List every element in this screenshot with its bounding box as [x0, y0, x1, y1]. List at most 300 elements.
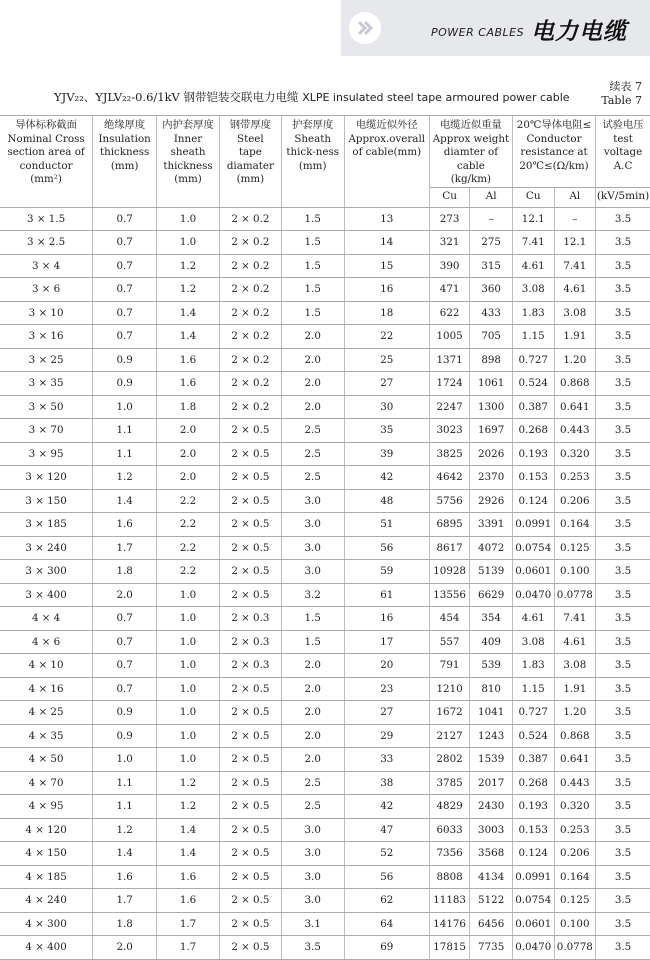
cell-sheath: 2.5	[281, 442, 344, 466]
cell-inner-sheath: 2.2	[157, 513, 220, 537]
cell-resistance-cu: 0.0754	[512, 536, 554, 560]
cell-weight-al: 1697	[470, 419, 513, 443]
cell-test-voltage: 3.5	[596, 818, 650, 842]
cell-insulation: 0.9	[93, 724, 157, 748]
cell-weight-cu: 2127	[429, 724, 469, 748]
cell-sheath: 3.0	[281, 536, 344, 560]
cell-weight-cu: 390	[429, 254, 469, 278]
cell-insulation: 2.0	[93, 583, 157, 607]
cell-weight-cu: 14176	[429, 912, 469, 936]
cell-resistance-al: 0.868	[554, 724, 596, 748]
cell-weight-al: 433	[470, 301, 513, 325]
cell-resistance-al: 0.443	[554, 771, 596, 795]
cell-cross-section: 4 × 70	[0, 771, 93, 795]
cell-weight-cu: 1210	[429, 677, 469, 701]
cell-insulation: 0.7	[93, 607, 157, 631]
table-row	[0, 818, 650, 842]
cell-steel-tape: 2 × 0.5	[219, 489, 281, 513]
cell-test-voltage: 3.5	[596, 842, 650, 866]
cell-test-voltage: 3.5	[596, 325, 650, 349]
cell-resistance-cu: 0.0754	[512, 889, 554, 913]
cell-cross-section: 3 × 1.5	[0, 207, 93, 231]
cell-inner-sheath: 1.4	[157, 301, 220, 325]
cell-cross-section: 4 × 400	[0, 936, 93, 960]
cell-insulation: 1.7	[93, 536, 157, 560]
cell-sheath: 3.0	[281, 889, 344, 913]
cell-cross-section: 4 × 4	[0, 607, 93, 631]
cell-resistance-al: 1.91	[554, 677, 596, 701]
cell-weight-al: 6456	[470, 912, 513, 936]
table-row	[0, 842, 650, 866]
cell-sheath: 3.0	[281, 865, 344, 889]
cell-resistance-cu: 0.524	[512, 724, 554, 748]
table-row	[0, 278, 650, 302]
cell-weight-cu: 1371	[429, 348, 469, 372]
cell-sheath: 1.5	[281, 231, 344, 255]
table-body	[0, 207, 650, 959]
cell-resistance-al: 0.641	[554, 748, 596, 772]
cell-insulation: 1.4	[93, 489, 157, 513]
cell-inner-sheath: 1.8	[157, 395, 220, 419]
cell-test-voltage: 3.5	[596, 630, 650, 654]
cell-resistance-cu: 0.727	[512, 348, 554, 372]
header-banner	[341, 0, 650, 56]
cell-steel-tape: 2 × 0.5	[219, 701, 281, 725]
cell-resistance-cu: 0.0601	[512, 560, 554, 584]
cell-steel-tape: 2 × 0.2	[219, 231, 281, 255]
cell-resistance-al: 0.100	[554, 560, 596, 584]
cell-diameter: 17	[344, 630, 429, 654]
cell-resistance-al: –	[554, 207, 596, 231]
cell-cross-section: 3 × 2.5	[0, 231, 93, 255]
cell-cross-section: 3 × 25	[0, 348, 93, 372]
table-row	[0, 724, 650, 748]
cell-diameter: 51	[344, 513, 429, 537]
cell-diameter: 29	[344, 724, 429, 748]
table-row	[0, 701, 650, 725]
cell-weight-al: 2017	[470, 771, 513, 795]
cell-weight-al: 4072	[470, 536, 513, 560]
cell-diameter: 25	[344, 348, 429, 372]
cell-resistance-cu: 0.0991	[512, 865, 554, 889]
cell-weight-al: 2026	[470, 442, 513, 466]
cell-insulation: 1.6	[93, 513, 157, 537]
cell-test-voltage: 3.5	[596, 254, 650, 278]
cell-weight-cu: 6895	[429, 513, 469, 537]
cell-insulation: 1.2	[93, 818, 157, 842]
cell-diameter: 38	[344, 771, 429, 795]
cell-insulation: 0.7	[93, 630, 157, 654]
cell-resistance-cu: 4.61	[512, 607, 554, 631]
cell-weight-al: 3391	[470, 513, 513, 537]
cell-diameter: 42	[344, 795, 429, 819]
cell-insulation: 1.8	[93, 560, 157, 584]
cell-diameter: 42	[344, 466, 429, 490]
cell-diameter: 69	[344, 936, 429, 960]
cell-diameter: 23	[344, 677, 429, 701]
table-row	[0, 419, 650, 443]
subheader-resistance-al: Al	[554, 187, 596, 207]
cell-steel-tape: 2 × 0.5	[219, 466, 281, 490]
cell-weight-cu: 8617	[429, 536, 469, 560]
cell-test-voltage: 3.5	[596, 701, 650, 725]
cell-insulation: 2.0	[93, 936, 157, 960]
cell-steel-tape: 2 × 0.5	[219, 842, 281, 866]
cell-steel-tape: 2 × 0.3	[219, 607, 281, 631]
cell-resistance-cu: 1.15	[512, 325, 554, 349]
cell-resistance-al: 0.320	[554, 795, 596, 819]
cell-weight-cu: 791	[429, 654, 469, 678]
cell-weight-cu: 557	[429, 630, 469, 654]
cell-diameter: 27	[344, 701, 429, 725]
cell-weight-cu: 17815	[429, 936, 469, 960]
cell-inner-sheath: 1.4	[157, 325, 220, 349]
cell-test-voltage: 3.5	[596, 936, 650, 960]
cell-resistance-al: 4.61	[554, 278, 596, 302]
table-title	[54, 89, 570, 105]
table-row	[0, 301, 650, 325]
cell-steel-tape: 2 × 0.5	[219, 536, 281, 560]
cell-cross-section: 3 × 185	[0, 513, 93, 537]
cell-weight-cu: 13556	[429, 583, 469, 607]
table-row	[0, 865, 650, 889]
cell-inner-sheath: 1.6	[157, 372, 220, 396]
cell-sheath: 2.0	[281, 372, 344, 396]
cell-diameter: 59	[344, 560, 429, 584]
cell-resistance-cu: 0.0991	[512, 513, 554, 537]
subheader-weight-al: Al	[470, 187, 513, 207]
cell-weight-cu: 2802	[429, 748, 469, 772]
cell-insulation: 1.6	[93, 865, 157, 889]
cell-weight-al: 3568	[470, 842, 513, 866]
cell-test-voltage: 3.5	[596, 795, 650, 819]
table-row	[0, 630, 650, 654]
cell-inner-sheath: 1.0	[157, 748, 220, 772]
cell-cross-section: 3 × 10	[0, 301, 93, 325]
cell-weight-al: 2926	[470, 489, 513, 513]
cell-resistance-al: 1.20	[554, 348, 596, 372]
cell-weight-al: 3003	[470, 818, 513, 842]
cell-test-voltage: 3.5	[596, 654, 650, 678]
cell-insulation: 0.9	[93, 372, 157, 396]
cell-test-voltage: 3.5	[596, 278, 650, 302]
cell-weight-cu: 7356	[429, 842, 469, 866]
cell-diameter: 27	[344, 372, 429, 396]
cell-test-voltage: 3.5	[596, 301, 650, 325]
cell-steel-tape: 2 × 0.5	[219, 442, 281, 466]
cell-sheath: 2.0	[281, 724, 344, 748]
cell-test-voltage: 3.5	[596, 748, 650, 772]
cell-diameter: 22	[344, 325, 429, 349]
cell-cross-section: 3 × 400	[0, 583, 93, 607]
cell-resistance-cu: 0.387	[512, 748, 554, 772]
cell-cross-section: 3 × 120	[0, 466, 93, 490]
cell-inner-sheath: 2.2	[157, 536, 220, 560]
cell-insulation: 1.4	[93, 842, 157, 866]
cell-diameter: 33	[344, 748, 429, 772]
cell-diameter: 15	[344, 254, 429, 278]
cell-test-voltage: 3.5	[596, 231, 650, 255]
cell-test-voltage: 3.5	[596, 889, 650, 913]
cell-insulation: 0.7	[93, 654, 157, 678]
cell-steel-tape: 2 × 0.5	[219, 513, 281, 537]
cell-insulation: 1.0	[93, 748, 157, 772]
cell-cross-section: 3 × 70	[0, 419, 93, 443]
cell-resistance-cu: 0.193	[512, 442, 554, 466]
cell-inner-sheath: 1.0	[157, 207, 220, 231]
cell-weight-al: 1243	[470, 724, 513, 748]
cell-steel-tape: 2 × 0.5	[219, 748, 281, 772]
cell-resistance-al: 0.206	[554, 489, 596, 513]
title-main: YJV₂₂、YJLV₂₂-0.6/1kV 钢带铠装交联电力电缆	[54, 90, 299, 104]
cell-diameter: 30	[344, 395, 429, 419]
cell-weight-cu: 3023	[429, 419, 469, 443]
cell-resistance-cu: 0.124	[512, 842, 554, 866]
table-row	[0, 912, 650, 936]
cell-resistance-cu: 0.153	[512, 466, 554, 490]
cell-steel-tape: 2 × 0.5	[219, 677, 281, 701]
table-row	[0, 231, 650, 255]
cell-cross-section: 4 × 16	[0, 677, 93, 701]
cell-test-voltage: 3.5	[596, 771, 650, 795]
cell-steel-tape: 2 × 0.2	[219, 348, 281, 372]
cell-steel-tape: 2 × 0.5	[219, 889, 281, 913]
cell-resistance-cu: 0.193	[512, 795, 554, 819]
cell-sheath: 3.5	[281, 936, 344, 960]
cell-weight-cu: 273	[429, 207, 469, 231]
title-english: XLPE insulated steel tape armoured power cable	[302, 91, 570, 104]
cell-resistance-al: 1.91	[554, 325, 596, 349]
cell-resistance-al: 7.41	[554, 254, 596, 278]
cell-cross-section: 4 × 25	[0, 701, 93, 725]
header-resistance: 20℃导体电阻≤ Conductor resistance at 20℃≤(Ω/km)	[512, 116, 595, 188]
cell-weight-cu: 3825	[429, 442, 469, 466]
cell-sheath: 2.0	[281, 701, 344, 725]
cell-cross-section: 3 × 16	[0, 325, 93, 349]
table-row	[0, 372, 650, 396]
cell-resistance-al: 0.443	[554, 419, 596, 443]
cell-steel-tape: 2 × 0.3	[219, 630, 281, 654]
cell-insulation: 1.1	[93, 771, 157, 795]
table-row	[0, 889, 650, 913]
cell-resistance-al: 0.320	[554, 442, 596, 466]
cell-sheath: 3.0	[281, 513, 344, 537]
cell-test-voltage: 3.5	[596, 207, 650, 231]
cell-insulation: 0.7	[93, 677, 157, 701]
table-row	[0, 254, 650, 278]
cell-inner-sheath: 1.7	[157, 936, 220, 960]
banner-english-title: POWER CABLES	[431, 26, 525, 39]
cell-resistance-al: 0.164	[554, 513, 596, 537]
cell-cross-section: 3 × 35	[0, 372, 93, 396]
cell-inner-sheath: 1.2	[157, 254, 220, 278]
cell-diameter: 56	[344, 865, 429, 889]
cell-test-voltage: 3.5	[596, 348, 650, 372]
cell-sheath: 1.5	[281, 278, 344, 302]
header-cross-section: 导体标称截面 Nominal Cross section area of conductor (mm²)	[0, 116, 93, 208]
cell-weight-al: 1041	[470, 701, 513, 725]
subheader-weight-cu: Cu	[429, 187, 469, 207]
cell-weight-al: 5122	[470, 889, 513, 913]
cell-diameter: 56	[344, 536, 429, 560]
cell-sheath: 1.5	[281, 301, 344, 325]
table-row	[0, 348, 650, 372]
cell-weight-cu: 471	[429, 278, 469, 302]
cell-weight-al: 1300	[470, 395, 513, 419]
cell-weight-cu: 454	[429, 607, 469, 631]
cell-resistance-cu: 0.0601	[512, 912, 554, 936]
cell-sheath: 2.0	[281, 654, 344, 678]
cell-sheath: 3.1	[281, 912, 344, 936]
cell-diameter: 52	[344, 842, 429, 866]
cell-cross-section: 3 × 4	[0, 254, 93, 278]
cell-steel-tape: 2 × 0.2	[219, 254, 281, 278]
cell-weight-cu: 8808	[429, 865, 469, 889]
cell-weight-al: 2370	[470, 466, 513, 490]
cell-inner-sheath: 1.2	[157, 795, 220, 819]
cell-inner-sheath: 1.6	[157, 865, 220, 889]
cell-diameter: 13	[344, 207, 429, 231]
cell-weight-al: 1061	[470, 372, 513, 396]
cell-insulation: 1.1	[93, 442, 157, 466]
cell-cross-section: 4 × 50	[0, 748, 93, 772]
cell-inner-sheath: 1.4	[157, 842, 220, 866]
cell-weight-al: –	[470, 207, 513, 231]
cell-resistance-al: 12.1	[554, 231, 596, 255]
cell-insulation: 1.1	[93, 795, 157, 819]
header-inner-sheath: 内护套厚度 Inner sheath thickness (mm)	[157, 116, 220, 208]
cell-sheath: 2.5	[281, 466, 344, 490]
cell-resistance-al: 1.20	[554, 701, 596, 725]
cell-diameter: 47	[344, 818, 429, 842]
cell-resistance-cu: 3.08	[512, 630, 554, 654]
cell-inner-sheath: 1.0	[157, 231, 220, 255]
cell-insulation: 1.2	[93, 466, 157, 490]
cell-weight-cu: 11183	[429, 889, 469, 913]
cell-sheath: 3.0	[281, 560, 344, 584]
cell-cross-section: 4 × 300	[0, 912, 93, 936]
cell-steel-tape: 2 × 0.2	[219, 395, 281, 419]
cell-steel-tape: 2 × 0.2	[219, 301, 281, 325]
cell-inner-sheath: 1.0	[157, 677, 220, 701]
table-row	[0, 560, 650, 584]
cell-weight-al: 360	[470, 278, 513, 302]
cell-cross-section: 4 × 6	[0, 630, 93, 654]
cell-weight-cu: 1672	[429, 701, 469, 725]
table-row	[0, 442, 650, 466]
cell-sheath: 2.0	[281, 348, 344, 372]
table-row	[0, 654, 650, 678]
cell-inner-sheath: 2.0	[157, 419, 220, 443]
cell-weight-cu: 5756	[429, 489, 469, 513]
cell-resistance-cu: 0.727	[512, 701, 554, 725]
cell-weight-al: 315	[470, 254, 513, 278]
cell-sheath: 2.5	[281, 419, 344, 443]
cell-test-voltage: 3.5	[596, 513, 650, 537]
table-row	[0, 583, 650, 607]
header-steel-tape: 钢带厚度 Steel tape diamater (mm)	[219, 116, 281, 208]
cell-weight-cu: 1724	[429, 372, 469, 396]
cell-test-voltage: 3.5	[596, 372, 650, 396]
header-overall-diameter: 电缆近似外径 Approx.overall of cable(mm)	[344, 116, 429, 208]
table-label	[601, 80, 642, 108]
cell-inner-sheath: 2.0	[157, 442, 220, 466]
cell-steel-tape: 2 × 0.5	[219, 818, 281, 842]
banner-chinese-title: 电力电缆	[531, 19, 627, 45]
cell-sheath: 3.0	[281, 818, 344, 842]
cell-weight-al: 354	[470, 607, 513, 631]
cell-weight-cu: 321	[429, 231, 469, 255]
cell-cross-section: 4 × 150	[0, 842, 93, 866]
cell-resistance-cu: 0.524	[512, 372, 554, 396]
cell-insulation: 0.7	[93, 278, 157, 302]
cell-resistance-al: 0.0778	[554, 936, 596, 960]
table-row	[0, 536, 650, 560]
cell-inner-sheath: 1.6	[157, 348, 220, 372]
cell-diameter: 48	[344, 489, 429, 513]
cell-inner-sheath: 1.0	[157, 724, 220, 748]
cell-sheath: 1.5	[281, 630, 344, 654]
cell-weight-cu: 622	[429, 301, 469, 325]
cell-weight-cu: 1005	[429, 325, 469, 349]
cell-resistance-al: 0.641	[554, 395, 596, 419]
cell-cross-section: 4 × 120	[0, 818, 93, 842]
cell-resistance-al: 0.0778	[554, 583, 596, 607]
cell-sheath: 1.5	[281, 607, 344, 631]
cell-diameter: 61	[344, 583, 429, 607]
table-row	[0, 513, 650, 537]
cell-sheath: 3.2	[281, 583, 344, 607]
cell-resistance-al: 0.253	[554, 466, 596, 490]
cell-resistance-cu: 0.268	[512, 419, 554, 443]
cell-test-voltage: 3.5	[596, 419, 650, 443]
table-row	[0, 936, 650, 960]
cell-resistance-cu: 1.83	[512, 654, 554, 678]
cell-inner-sheath: 1.2	[157, 278, 220, 302]
cell-resistance-cu: 4.61	[512, 254, 554, 278]
cell-steel-tape: 2 × 0.5	[219, 865, 281, 889]
cell-cross-section: 3 × 150	[0, 489, 93, 513]
cell-insulation: 1.8	[93, 912, 157, 936]
cell-weight-cu: 4829	[429, 795, 469, 819]
cell-sheath: 2.5	[281, 795, 344, 819]
table-row	[0, 325, 650, 349]
cell-resistance-cu: 0.387	[512, 395, 554, 419]
cell-inner-sheath: 1.0	[157, 701, 220, 725]
cell-cross-section: 4 × 240	[0, 889, 93, 913]
cell-steel-tape: 2 × 0.2	[219, 372, 281, 396]
cell-cross-section: 4 × 35	[0, 724, 93, 748]
cell-inner-sheath: 1.0	[157, 654, 220, 678]
cell-steel-tape: 2 × 0.5	[219, 795, 281, 819]
cell-diameter: 64	[344, 912, 429, 936]
cell-steel-tape: 2 × 0.2	[219, 278, 281, 302]
cell-steel-tape: 2 × 0.2	[219, 207, 281, 231]
cell-cross-section: 3 × 95	[0, 442, 93, 466]
cell-cross-section: 3 × 300	[0, 560, 93, 584]
cell-cross-section: 4 × 95	[0, 795, 93, 819]
cell-test-voltage: 3.5	[596, 912, 650, 936]
cell-resistance-cu: 3.08	[512, 278, 554, 302]
cell-diameter: 20	[344, 654, 429, 678]
cell-weight-cu: 4642	[429, 466, 469, 490]
cell-weight-al: 7735	[470, 936, 513, 960]
cell-resistance-al: 0.164	[554, 865, 596, 889]
cell-resistance-cu: 0.124	[512, 489, 554, 513]
cell-resistance-al: 0.868	[554, 372, 596, 396]
cell-diameter: 39	[344, 442, 429, 466]
cell-diameter: 16	[344, 607, 429, 631]
